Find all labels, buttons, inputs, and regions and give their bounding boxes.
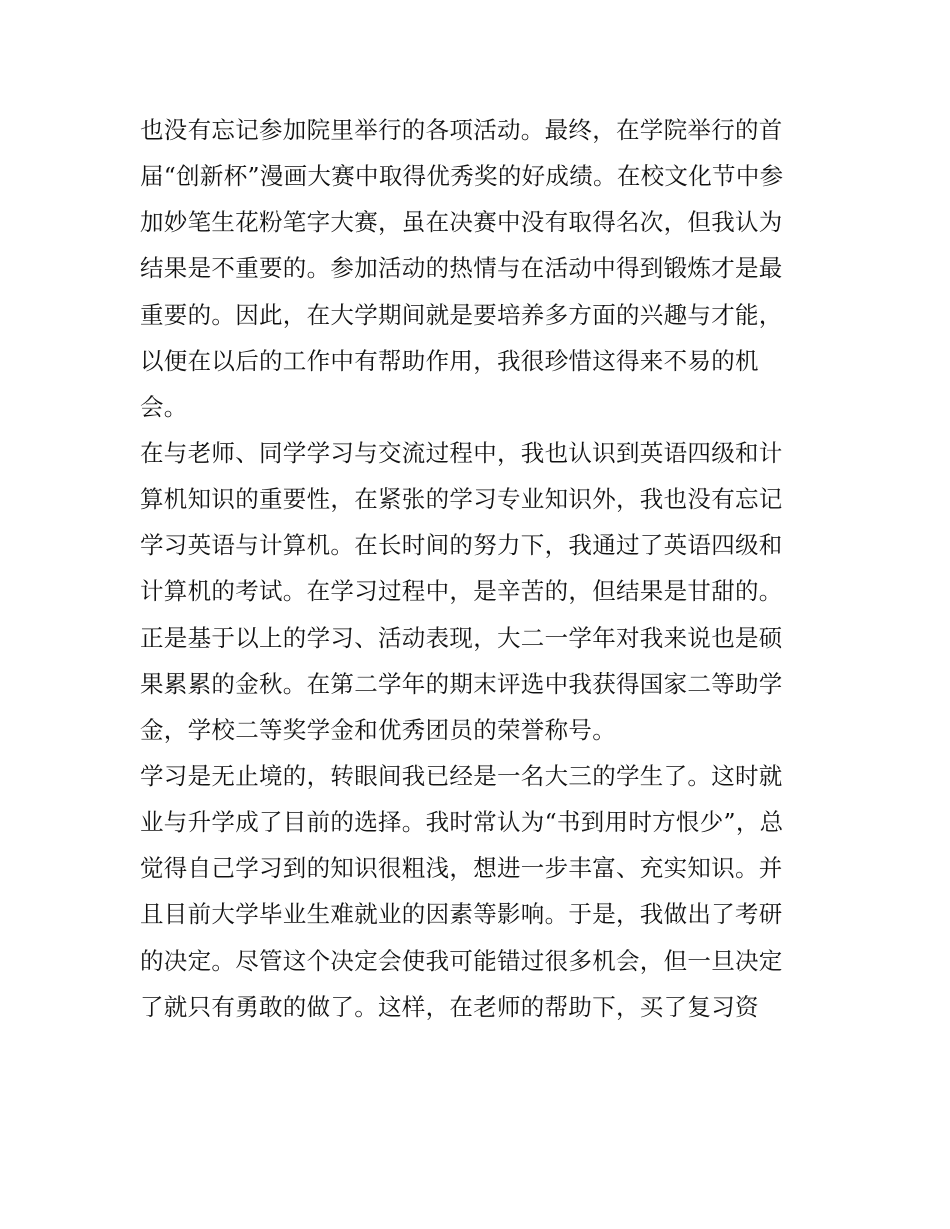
text-line: 加妙笔生花粉笔字大赛，虽在决赛中没有取得名次，但我认为 xyxy=(140,208,783,237)
text-line: 且目前大学毕业生难就业的因素等影响。于是，我做出了考研 xyxy=(140,900,783,929)
text-line: 学习英语与计算机。在长时间的努力下，我通过了英语四级和 xyxy=(140,531,783,560)
text-line: 果累累的金秋。在第二学年的期末评选中我获得国家二等助学 xyxy=(140,669,783,698)
text-line: 计算机的考试。在学习过程中，是辛苦的，但结果是甘甜的。 xyxy=(140,577,783,606)
text-line: 觉得自己学习到的知识很粗浅，想进一步丰富、充实知识。并 xyxy=(140,854,783,883)
text-line: 的决定。尽管这个决定会使我可能错过很多机会，但一旦决定 xyxy=(140,946,783,975)
text-line: 算机知识的重要性，在紧张的学习专业知识外，我也没有忘记 xyxy=(140,485,783,514)
text-line: 正是基于以上的学习、活动表现，大二一学年对我来说也是硕 xyxy=(140,623,783,652)
text-line: 业与升学成了目前的选择。我时常认为“书到用时方恨少”，总 xyxy=(140,808,784,837)
text-line: 在与老师、同学学习与交流过程中，我也认识到英语四级和计 xyxy=(140,438,783,467)
text-line: 也没有忘记参加院里举行的各项活动。最终，在学院举行的首 xyxy=(140,116,783,144)
text-line: 以便在以后的工作中有帮助作用，我很珍惜这得来不易的机 xyxy=(140,346,759,375)
text-line: 重要的。因此，在大学期间就是要培养多方面的兴趣与才能， xyxy=(140,300,783,329)
text-line: 学习是无止境的，转眼间我已经是一名大三的学生了。这时就 xyxy=(140,761,783,790)
text-line: 结果是不重要的。参加活动的热情与在活动中得到锻炼才是最 xyxy=(140,254,783,283)
text-line: 金，学校二等奖学金和优秀团员的荣誉称号。 xyxy=(140,715,616,744)
body-text xyxy=(140,107,820,1030)
text-line: 了就只有勇敢的做了。这样，在老师的帮助下，买了复习资 xyxy=(140,992,759,1021)
text-line: 届“创新杯”漫画大赛中取得优秀奖的好成绩。在校文化节中参 xyxy=(140,162,784,191)
text-line: 会。 xyxy=(140,392,188,421)
